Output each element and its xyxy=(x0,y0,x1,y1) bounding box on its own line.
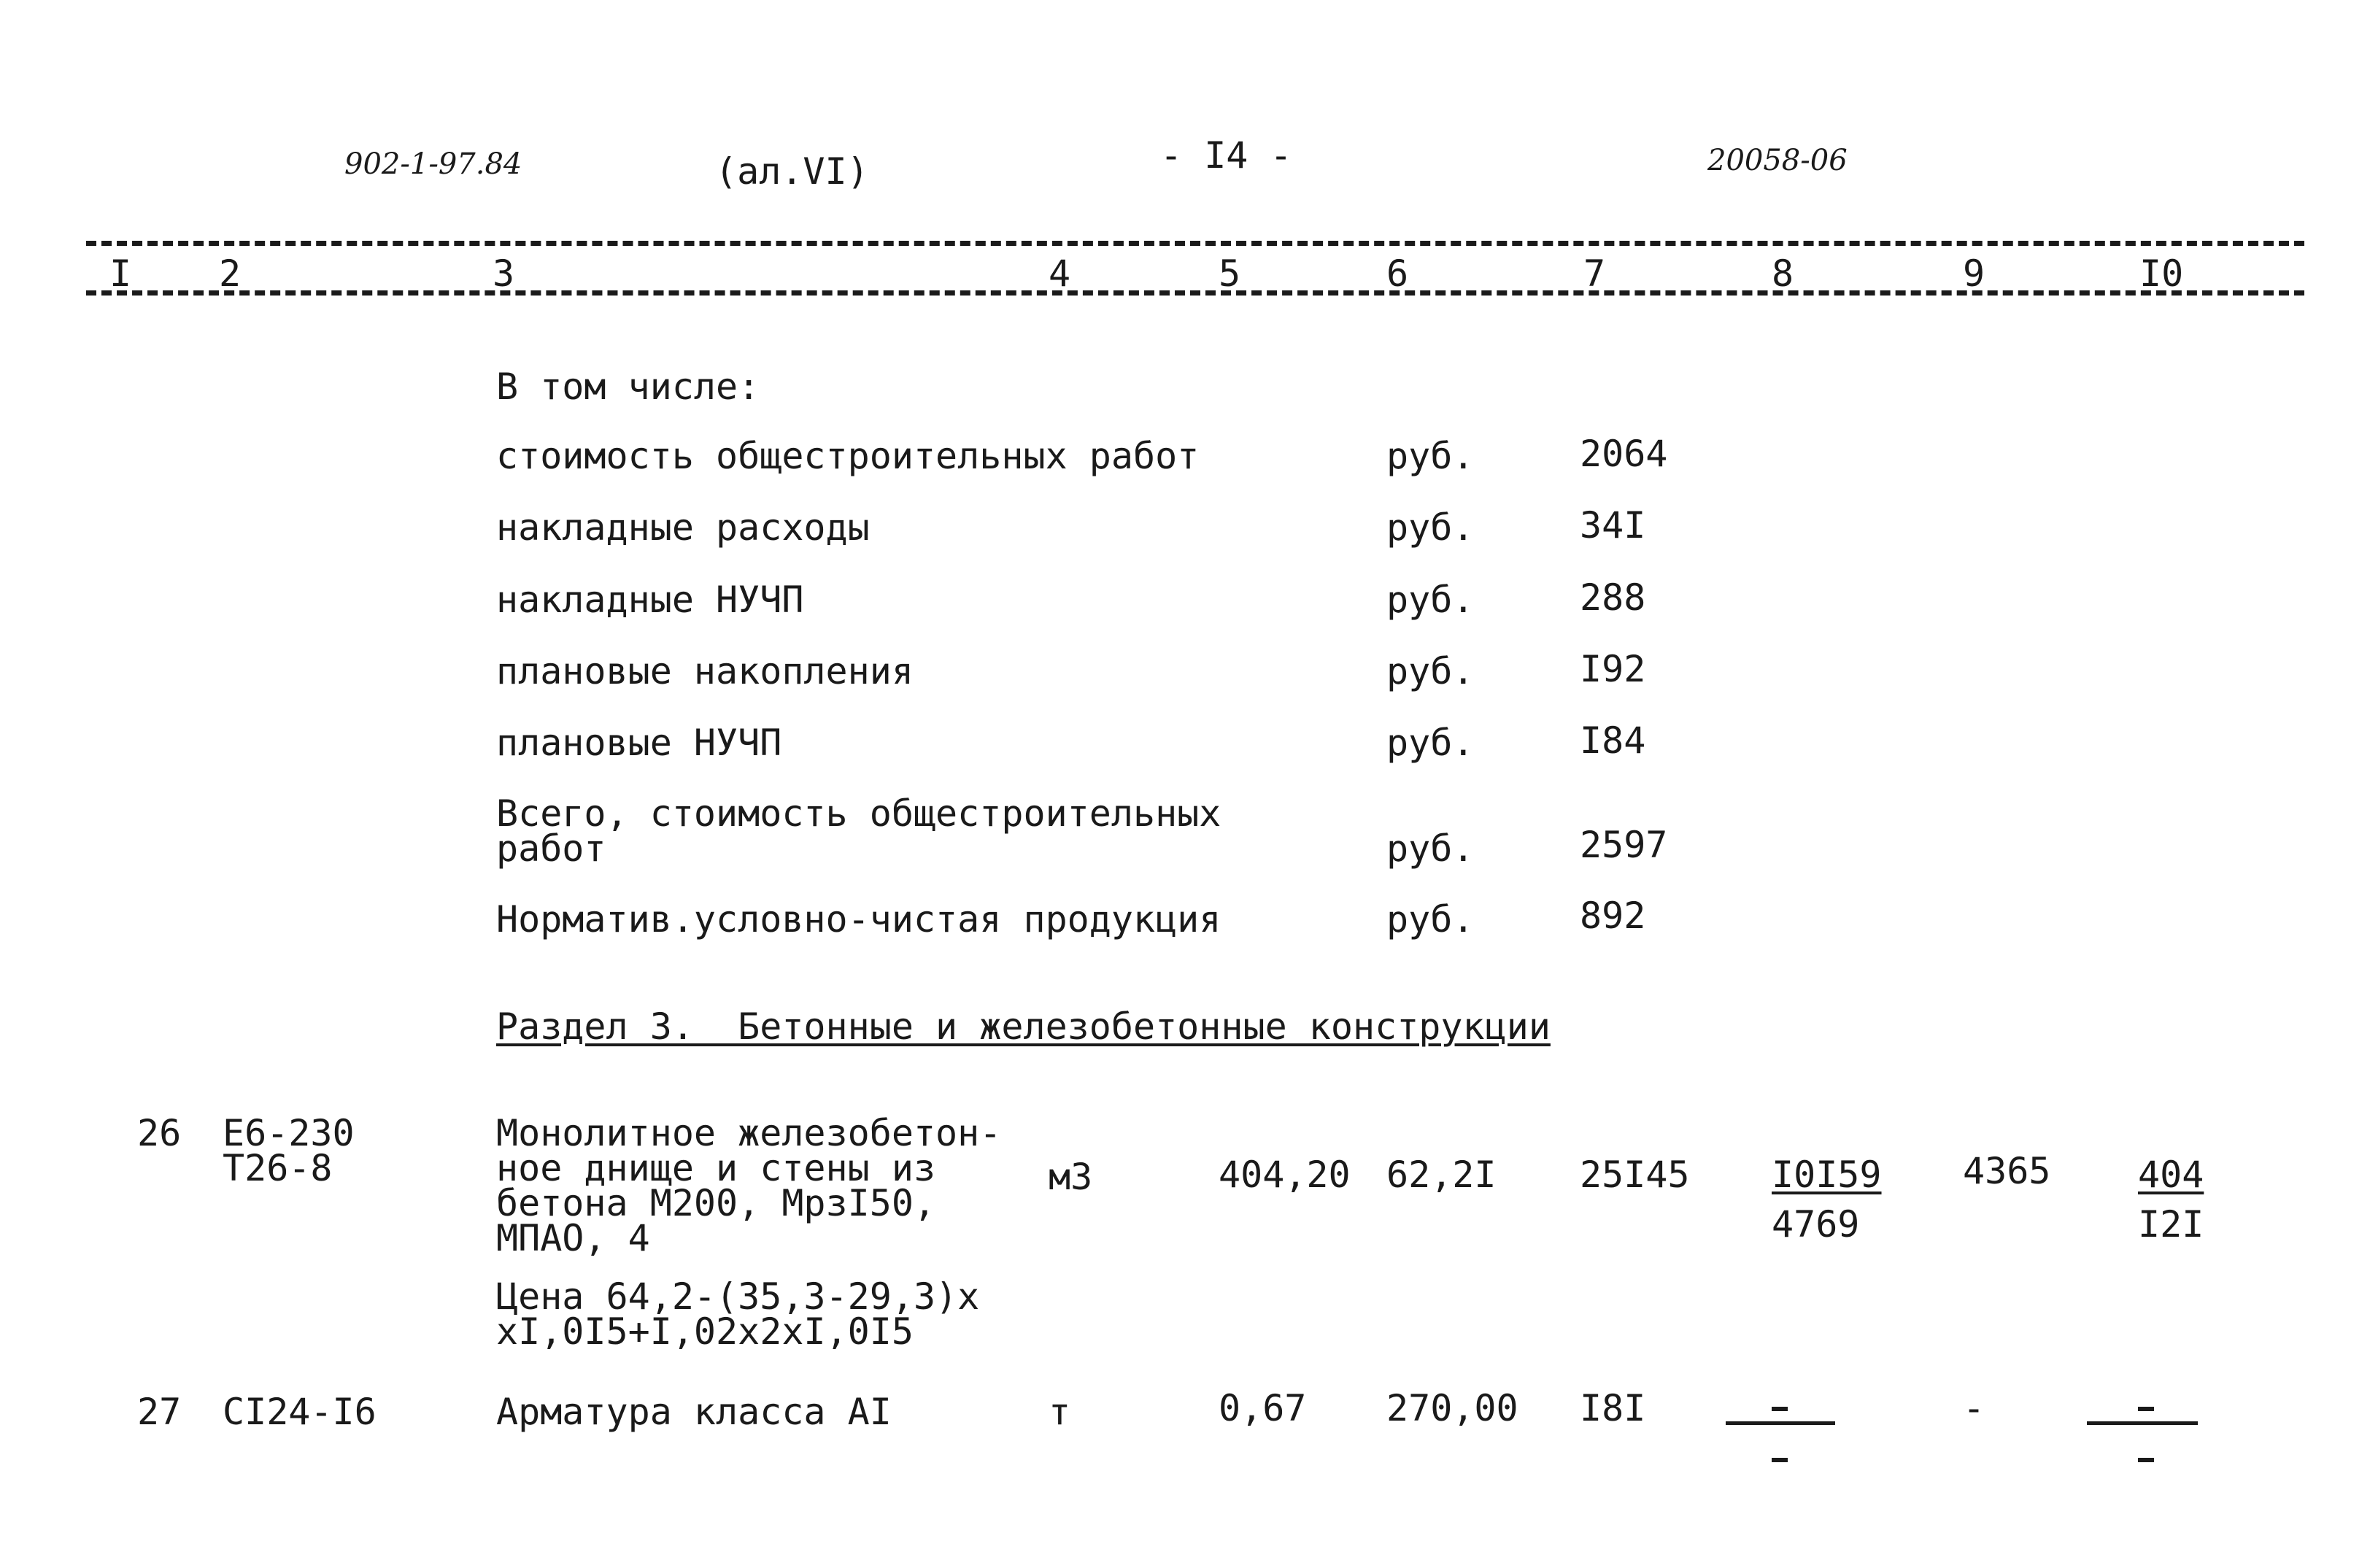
subtotal-value: 2064 xyxy=(1580,433,1668,475)
norm-unit: руб. xyxy=(1386,898,1475,941)
col10-dash-bottom xyxy=(2138,1458,2154,1462)
subtotal-intro: В том числе: xyxy=(496,366,760,408)
item-quantity: 404,20 xyxy=(1219,1154,1351,1196)
document-code: 902-1-97.84 xyxy=(344,147,522,181)
item-price-note-line: Цена 64,2-(35,3-29,3)х xyxy=(496,1275,980,1318)
norm-label: Норматив.условно-чистая продукция xyxy=(496,898,1221,941)
item-description-line: Арматура класса АI xyxy=(496,1391,892,1433)
item-col8-bottom: 4769 xyxy=(1772,1203,1860,1245)
subtotal-label: плановые накопления xyxy=(496,650,914,692)
item-number: 26 xyxy=(137,1112,182,1154)
column-number-8: 8 xyxy=(1772,252,1794,295)
item-description-line: ное днище и стены из xyxy=(496,1147,936,1189)
subtotal-label: накладные расходы xyxy=(496,506,870,549)
total-label-line2: работ xyxy=(496,827,606,870)
item-price-note-line: хI,0I5+I,02х2хI,0I5 xyxy=(496,1310,914,1353)
subtotal-unit: руб. xyxy=(1386,506,1475,549)
subtotal-value: 288 xyxy=(1580,576,1646,619)
col8-dash-top xyxy=(1772,1407,1788,1411)
total-label-line1: Всего, стоимость общестроительных xyxy=(496,792,1221,835)
item-col10-top: 404 xyxy=(2138,1154,2204,1196)
subtotal-label: плановые НУЧП xyxy=(496,722,782,764)
column-number-9: 9 xyxy=(1963,252,1985,295)
norm-value: 892 xyxy=(1580,895,1646,937)
subtotal-unit: руб. xyxy=(1386,650,1475,692)
subtotal-label: стоимость общестроительных работ xyxy=(496,435,1200,477)
column-header-top-rule xyxy=(86,241,2304,246)
item-unit-price: 270,00 xyxy=(1386,1387,1518,1429)
column-number-2: 2 xyxy=(219,252,242,295)
col10-dash-top xyxy=(2138,1407,2154,1411)
item-col9: 4365 xyxy=(1963,1150,2051,1192)
item-code-secondary: Т26-8 xyxy=(223,1147,333,1189)
album-number: (ал.VI) xyxy=(715,150,869,193)
column-number-4: 4 xyxy=(1049,252,1071,295)
column-number-10: I0 xyxy=(2139,252,2184,295)
item-number: 27 xyxy=(137,1391,182,1433)
col8-fraction-line xyxy=(1726,1421,1835,1425)
item-total: 25I45 xyxy=(1580,1154,1690,1196)
item-description-line: бетона М200, МрзI50, xyxy=(496,1182,936,1224)
column-number-3: 3 xyxy=(493,252,515,295)
item-code: СI24-I6 xyxy=(223,1391,377,1433)
column-number-6: 6 xyxy=(1386,252,1409,295)
total-unit: руб. xyxy=(1386,827,1475,870)
page-number: - I4 - xyxy=(1160,134,1292,177)
item-unit: т xyxy=(1049,1391,1071,1433)
section-title: Раздел 3. Бетонные и железобетонные конструкции xyxy=(496,1005,1551,1048)
item-unit-price: 62,2I xyxy=(1386,1154,1497,1196)
item-description-line: МПАО, 4 xyxy=(496,1217,650,1259)
item-description-line: Монолитное железобетон- xyxy=(496,1112,1002,1154)
subtotal-value: I84 xyxy=(1580,719,1646,762)
document-number: 20058-06 xyxy=(1707,144,1848,177)
subtotal-unit: руб. xyxy=(1386,435,1475,477)
col8-dash-bottom xyxy=(1772,1458,1788,1462)
item-col10-bottom: I2I xyxy=(2138,1203,2204,1245)
subtotal-unit: руб. xyxy=(1386,579,1475,621)
column-number-7: 7 xyxy=(1583,252,1606,295)
column-header-bottom-rule xyxy=(86,290,2304,296)
total-value: 2597 xyxy=(1580,824,1668,866)
subtotal-value: I92 xyxy=(1580,648,1646,690)
column-number-1: I xyxy=(109,252,132,295)
item-code: Е6-230 xyxy=(223,1112,355,1154)
item-col9: - xyxy=(1963,1387,1985,1429)
col10-fraction-line xyxy=(2087,1421,2198,1425)
item-col8-top: I0I59 xyxy=(1772,1154,1882,1196)
subtotal-value: 34I xyxy=(1580,504,1646,547)
item-quantity: 0,67 xyxy=(1219,1387,1307,1429)
item-total: I8I xyxy=(1580,1387,1646,1429)
subtotal-label: накладные НУЧП xyxy=(496,579,804,621)
subtotal-unit: руб. xyxy=(1386,722,1475,764)
column-number-5: 5 xyxy=(1219,252,1241,295)
item-unit: м3 xyxy=(1049,1156,1093,1198)
